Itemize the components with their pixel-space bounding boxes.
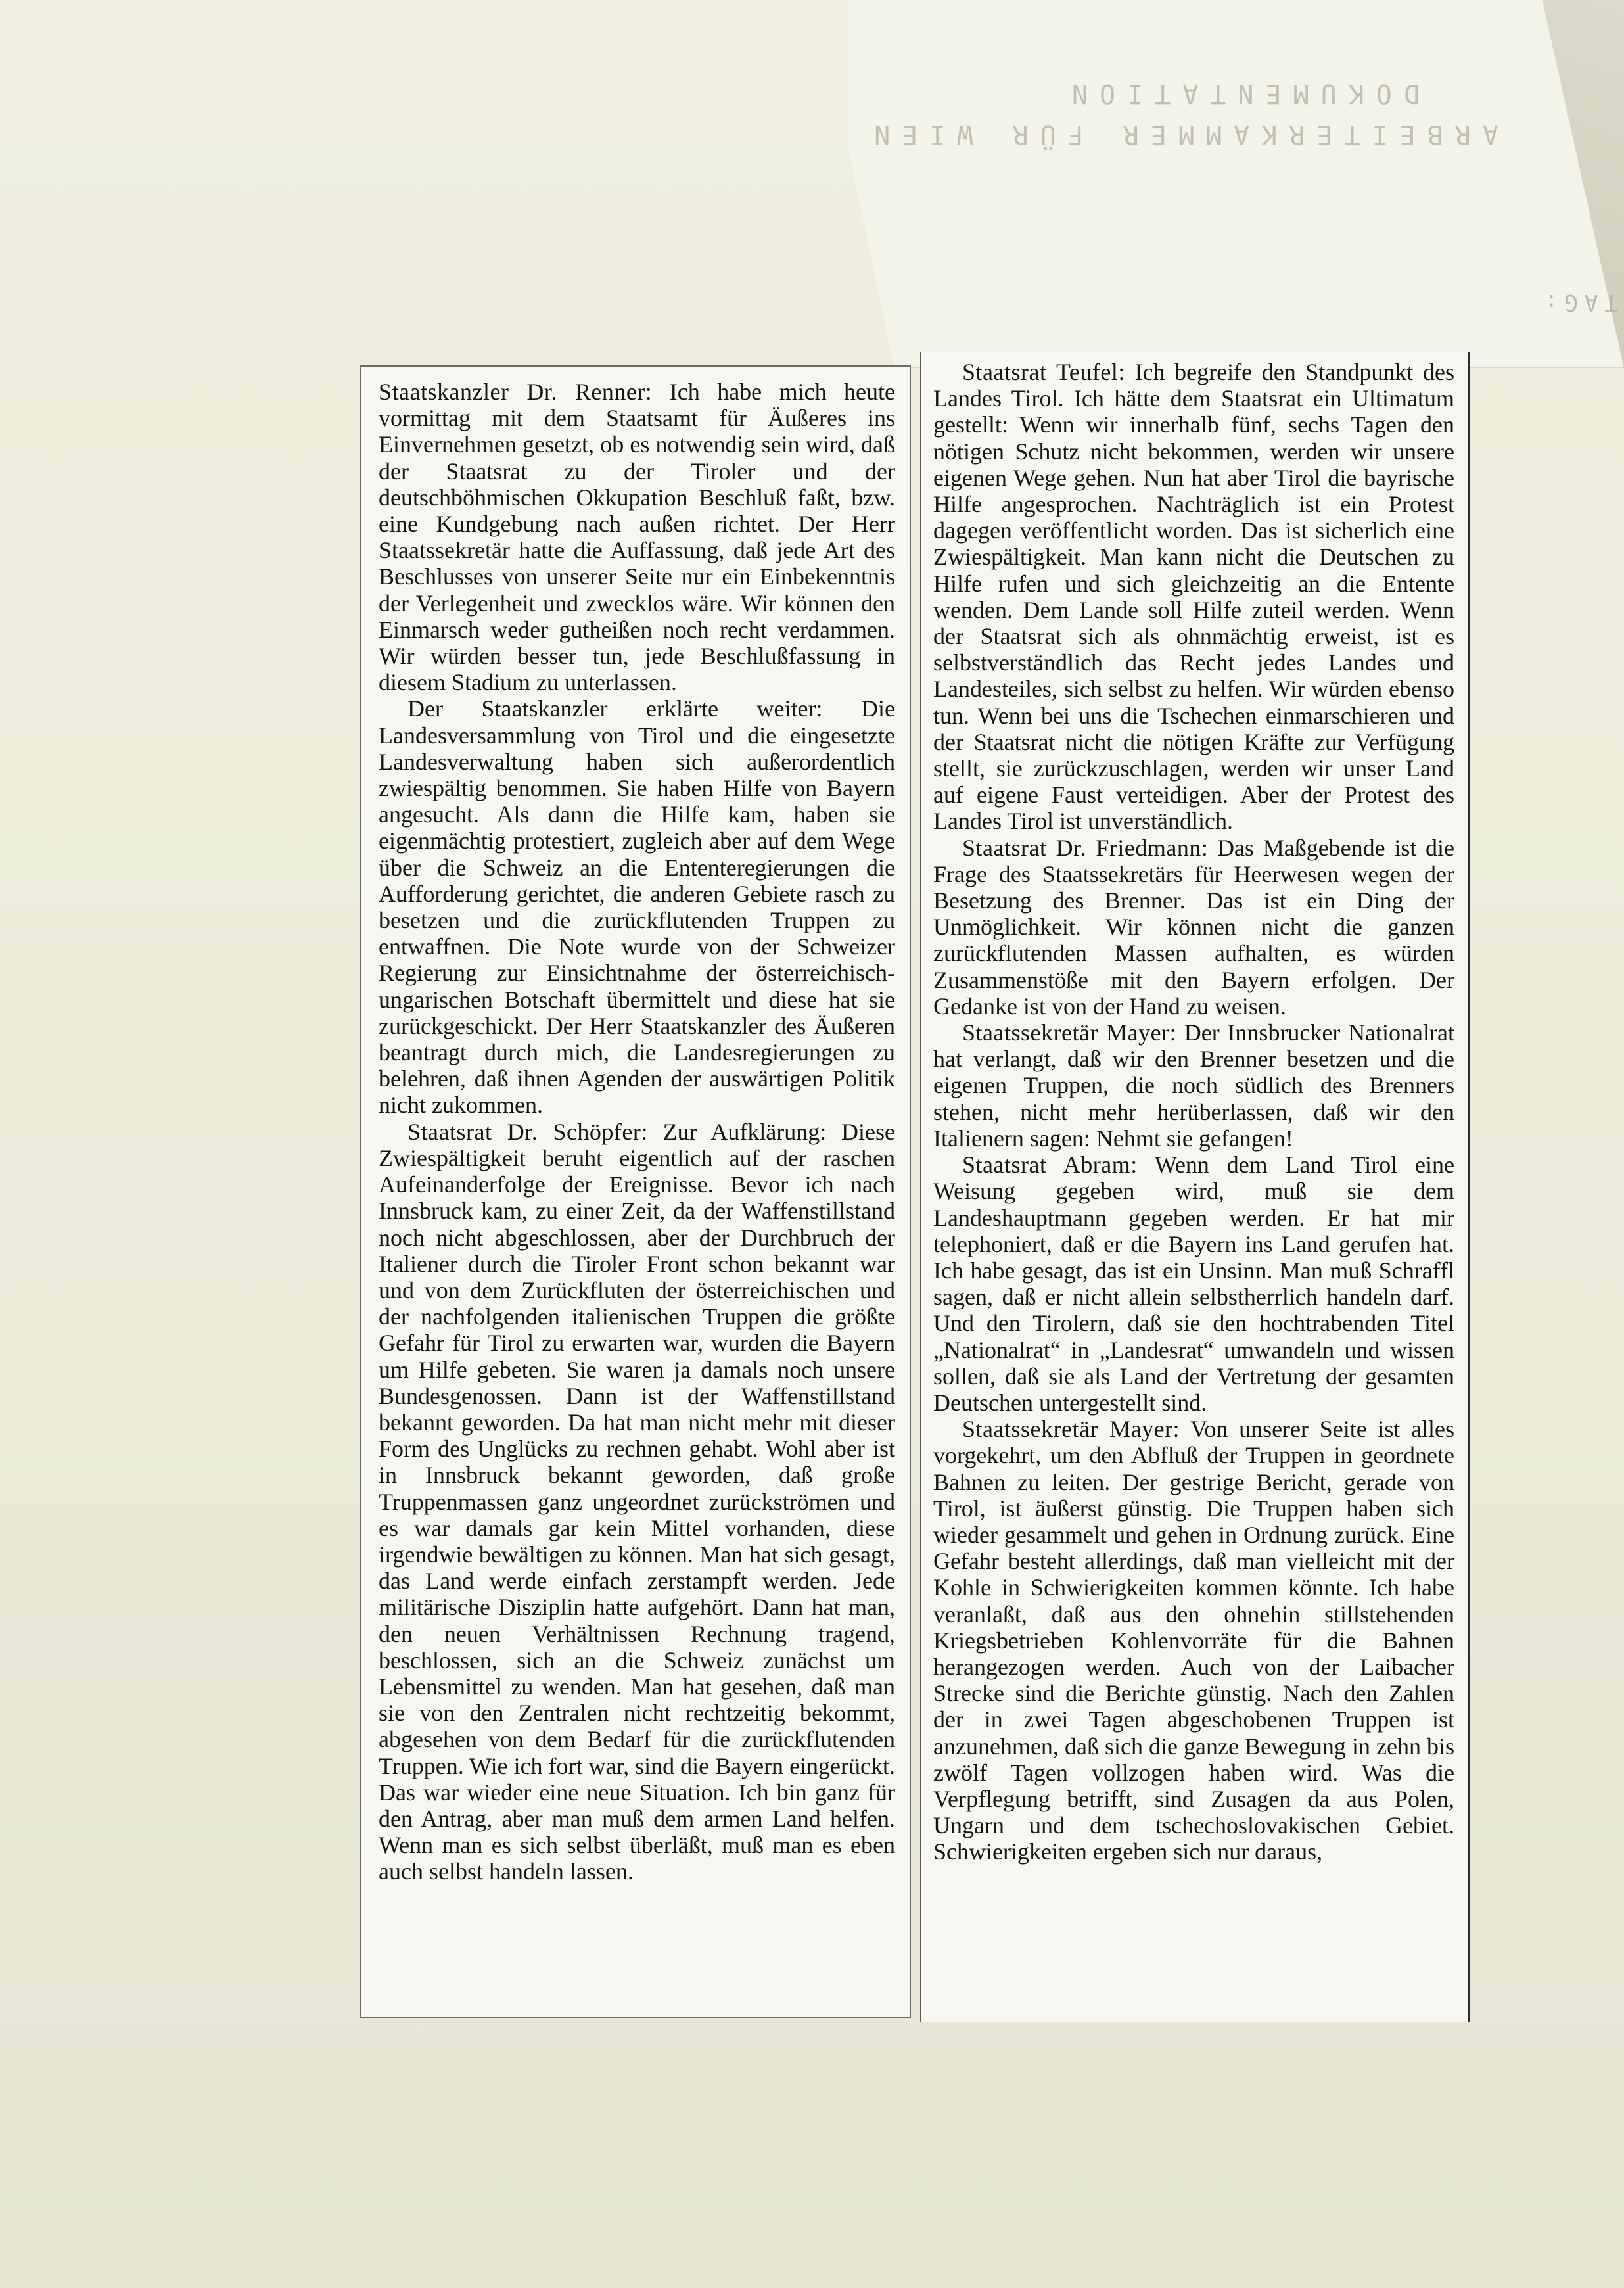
stamp-line-1: ARBEITERKAMMER FÜR WIEN — [862, 119, 1498, 149]
paragraph-text: Wenn dem Land Tirol eine Weisung gegeben wird, muß sie dem Landeshauptmann gegeben werden. Er hat mir telephoniert, daß er die Bayern ins Land gerufen hat. Ich habe gesagt, das ist ein Unsinn. Man muß Schraffl sagen, daß er nicht allein selbstherrlich handeln darf. Und den Tirolern, daß sie den hochtrabenden Titel „Nationalrat“ in „Landesrat“ umwandeln und wissen sollen, daß sie als Land der Vertretung der gesamten Deutschen untergestellt sind. — [933, 1152, 1454, 1416]
paragraph-text: Der Innsbrucker Nationalrat hat verlangt, daß wir den Brenner besetzen und die eigenen Truppen, die noch südlich des Brenners stehen, nicht mehr herüberlassen, daß wir den Italienern sagen: Nehmt sie gefangen! — [933, 1019, 1455, 1152]
speaker-name: Staatsrat Dr. Friedmann: — [962, 834, 1209, 861]
speaker-name: Staatsrat Teufel: — [962, 359, 1125, 385]
paragraph — [933, 835, 1454, 1019]
archive-stamp — [862, 62, 1498, 154]
speaker-name: Staatssekretär Mayer: — [962, 1416, 1180, 1443]
stamp-tag: TAG: — [1538, 289, 1618, 315]
speaker-name: Staatsrat Dr. Schöpfer: — [407, 1118, 648, 1145]
paragraph — [933, 1416, 1454, 1865]
paragraph-text: Der Staatskanzler erklärte weiter: Die Landesversammlung von Tirol und die eingesetzte Landesverwaltung haben sich außerordentlich zwiespältig benommen. Sie haben Hilfe von Bayern angesucht. Als dann die Hilfe kam, haben sie eigenmächtig protestiert, zugleich aber auf dem Wege über die Schweiz an die Ententeregierungen die Aufforderung gerichtet, die anderen Gebiete rasch zu besetzen und die zurückflutenden Truppen zu entwaffnen. Die Note wurde von der Schweizer Regierung zur Einsichtnahme der österreichisch-ungarischen Botschaft übermittelt und diese hat sie zurückgeschickt. Der Herr Staatskanzler des Äußeren beantragt durch mich, die Landesregierungen zu belehren, daß ihnen Agenden der auswärtigen Politik nicht zukommen. — [379, 695, 895, 1119]
stamp-line-2: DOKUMENTATION — [1059, 78, 1420, 108]
newspaper-column-right — [920, 352, 1470, 2022]
paragraph — [933, 1152, 1454, 1416]
attached-sheet — [848, 0, 1624, 368]
speaker-name: Staatssekretär Mayer: — [962, 1019, 1177, 1046]
newspaper-column-left — [360, 365, 911, 2018]
paragraph-text: Von unserer Seite ist alles vorgekehrt, um den Abfluß der Truppen in geordnete Bahnen zu leiten. Der gestrige Bericht, gerade von Tirol, ist äußerst günstig. Die Truppen haben sich wieder gesammelt und gehen in Ordnung zurück. Eine Gefahr besteht allerdings, daß man vielleicht mit der Kohle in Schwierigkeiten kommen könnte. Ich habe veranlaßt, daß aus den ohnehin stillstehenden Kriegsbetrieben Kohlenvorräte für die Bahnen herangezogen werden. Auch von der Laibacher Strecke sind die Berichte günstig. Nach den Zahlen der in zwei Tagen abgeschobenen Truppen ist anzunehmen, daß sich die ganze Bewegung in zehn bis zwölf Tagen vollzogen haben wird. Was die Verpflegung betrifft, sind Zusagen da aus Polen, Ungarn und dem tschechoslovakischen Gebiet. Schwierigkeiten ergeben sich nur daraus, — [933, 1416, 1454, 1865]
paragraph — [933, 359, 1454, 835]
paragraph-text: Das Maßgebende ist die Frage des Staatssekretärs für Heerwesen wegen der Besetzung des Brenner. Das ist ein Ding der Unmöglichkeit. Wir können nicht die ganzen zurückflutenden Massen aufhalten, es würden Zusammenstöße mit den Bayern erfolgen. Der Gedanke ist von der Hand zu weisen. — [933, 834, 1455, 1019]
paragraph-text: Ich habe mich heute vormittag mit dem Staatsamt für Äußeres ins Einvernehmen gesetzt, ob es notwendig sein wird, daß der Staatsrat zu der Tiroler und der deutschböhmischen Okkupation Beschluß faßt, bzw. eine Kundgebung nach außen richtet. Der Herr Staatssekretär hatte die Auffassung, daß jede Art des Beschlusses von unserer Seite nur ein Einbekenntnis der Verlegenheit und zwecklos wäre. Wir können den Einmarsch weder gutheißen noch recht verdammen. Wir würden besser tun, jede Beschlußfassung in diesem Stadium zu unterlassen. — [379, 379, 895, 696]
paragraph-text: Ich begreife den Standpunkt des Landes Tirol. Ich hätte dem Staatsrat ein Ultimatum gestellt: Wenn wir innerhalb fünf, sechs Tagen den nötigen Schutz nicht bekommen, werden wir unsere eigenen Wege gehen. Nun hat aber Tirol die bayrische Hilfe angesprochen. Nachträglich ist ein Protest dagegen veröffentlicht worden. Das ist sicherlich eine Zwiespältigkeit. Man kann nicht die Deutschen zu Hilfe rufen und sich gleichzeitig an die Entente wenden. Dem Lande soll Hilfe zuteil werden. Wenn der Staatsrat sich als ohnmächtig erweist, ist es selbstverständlich das Recht jedes Landes und Landesteiles, sich selbst zu helfen. Wir würden ebenso tun. Wenn bei uns die Tschechen einmarschieren und der Staatsrat nicht die nötigen Kräfte zur Verfügung stellt, sie zurückzuschlagen, werden wir unser Land auf eigene Faust verteidigen. Aber der Protest des Landes Tirol ist unverständlich. — [933, 359, 1454, 835]
paragraph — [379, 379, 895, 695]
paragraph — [933, 1019, 1454, 1152]
paragraph — [379, 695, 895, 1118]
speaker-name: Staatskanzler Dr. Renner: — [379, 379, 653, 405]
paragraph — [379, 1119, 895, 1885]
paragraph-text: Zur Aufklärung: Diese Zwiespältigkeit beruht eigentlich auf der raschen Aufeinanderfolge der Ereignisse. Bevor ich nach Innsbruck kam, zu einer Zeit, da der Waffenstillstand noch nicht abgeschlossen, aber der Durchbruch der Italiener durch die Tiroler Front schon bekannt war und von dem Zurückfluten der österreichischen und der nachfolgenden italienischen Truppen die größte Gefahr für Tirol zu erwarten war, wurden die Bayern um Hilfe gebeten. Sie waren ja damals noch unsere Bundesgenossen. Dann ist der Waffenstillstand bekannt geworden. Da hat man nicht mehr mit dieser Form des Unglücks zu rechnen gehabt. Wohl aber ist in Innsbruck bekannt geworden, daß große Truppenmassen ganz ungeordnet zurückströmen und es war damals gar kein Mittel vorhanden, diese irgendwie bewältigen zu können. Man hat sich gesagt, das Land werde einfach zerstampft werden. Jede militärische Disziplin hatte aufgehört. Dann hat man, den neuen Verhältnissen Rechnung tragend, beschlossen, sich an die Schweiz zunächst um Lebensmittel zu wenden. Man hat gesehen, daß man sie von den Zentralen nicht rechtzeitig bekommt, abgesehen von dem Bedarf für die zurückflutenden Truppen. Wie ich fort war, sind die Bayern eingerückt. Das war wieder eine neue Situation. Ich bin ganz für den Antrag, aber man muß dem armen Land helfen. Wenn man es sich selbst überläßt, muß man es eben auch selbst handeln lassen. — [379, 1118, 896, 1885]
speaker-name: Staatsrat Abram: — [962, 1152, 1138, 1179]
